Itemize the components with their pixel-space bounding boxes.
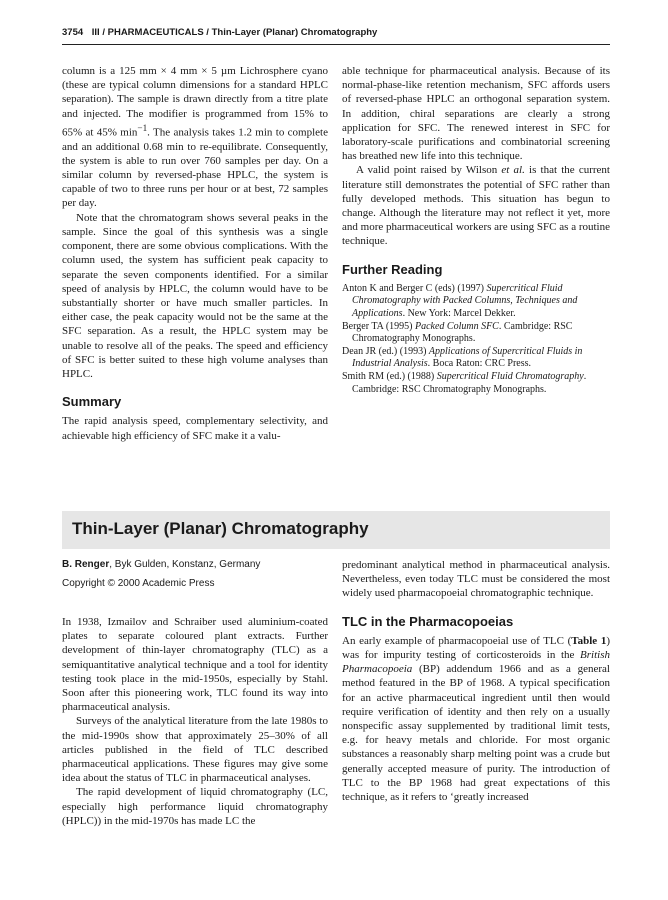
- paragraph: An early example of pharmacopoeial use of TLC (Table 1) was for impurity testing of corticosteroids in the British Pharmacopoeia (BP) addendum 1966 and as a general method featured in the BP of 1968. A typical specification for an active pharmaceutical ingredient until then would require verification of identity and then rely on a usually nonspecific assay supplemented by traditional limit tests, e.g. for heavy metals and chloride. For most organic substances a reasonably sharp melting point was a crude but generally accepted measure of purity. The introduction of TLC to the BP 1968 had great expectations of this technique, as it refers to ‘greatly increased: [342, 634, 610, 804]
- article-title-banner: [62, 511, 610, 549]
- paragraph: Note that the chromatogram shows several peaks in the sample. Since the goal of this synthesis was a single component, there are some obvious complications. With the column used, the system has sufficient peak capacity to separate the seven components identified. For a similar speed of analysis by HPLC, the column would have to be substantially shorter or have much smaller particles. In either case, the peak capacity would not be the same at the SFC separation. As a result, the HPLC system may be unable to resolve all of the peaks. The speed and efficiency of SFC is better suited to these high volume analyses than HPLC.: [62, 211, 328, 380]
- paragraph: The rapid analysis speed, complementary selectivity, and achievable high efficiency of SFC make it a valu-: [62, 415, 328, 442]
- reference-item: Dean JR (ed.) (1993) Applications of Supercritical Fluids in Industrial Analysis. Boca Raton: CRC Press.: [342, 345, 583, 370]
- author-name: B. Renger: [62, 559, 110, 570]
- running-title: III / PHARMACEUTICALS / Thin-Layer (Planar) Chromatography: [91, 27, 378, 38]
- paragraph: The rapid development of liquid chromatography (LC, especially high performance liquid chromatography (HPLC)) in the mid-1970s has made LC the: [62, 786, 328, 827]
- paragraph: Surveys of the analytical literature from the late 1980s to the mid-1990s show that approximately 25–30% of all articles published in the field of TLC described pharmaceutical applications. These figures may give some idea about the status of TLC in pharmaceutical analyses.: [62, 715, 328, 785]
- tlc-pharmacopoeias-heading: TLC in the Pharmacopoeias: [342, 613, 514, 629]
- bottom-right-column: [342, 558, 610, 804]
- paragraph: able technique for pharmaceutical analysis. Because of its normal-phase-like retention mechanism, SFC affords users of reversed-phase HPLC an orthogonal separation system. In addition, chiral separations are clearly a strong application for SFC. The renewed interest in SFC for laboratory-scale purifications and combinatorial screening has breathed new life into this technique.: [342, 65, 610, 163]
- page-number: 3754: [62, 27, 84, 38]
- reference-list: [342, 283, 610, 396]
- header-rule: [62, 44, 610, 45]
- copyright-line: Copyright © 2000 Academic Press: [62, 578, 215, 589]
- paragraph: column is a 125 mm × 4 mm × 5 µm Lichrosphere cyano (these are typical column dimensions for a standard HPLC separation). The sample is drawn directly from a titre plate and injected. The modifier is programmed from 15% to 65% at 45% $\min^{-1}$. The analysis takes 1.2 min to complete and an additional 0.68 min to re-equilibrate. Consequently, the system is able to run over 760 samples per day. On a similar column by reversed-phase HPLC, the system is capable of two to three runs per hour or at best, 72 samples per day.: [62, 65, 328, 210]
- reference-item: Smith RM (ed.) (1988) Supercritical Fluid Chromatography. Cambridge: RSC Chromatography Monographs.: [342, 371, 587, 395]
- reference-item: Anton K and Berger C (eds) (1997) Supercritical Fluid Chromatography with Packed Columns, Techniques and Applications. New York: Marcel Dekker.: [342, 282, 578, 320]
- further-reading-heading: Further Reading: [342, 261, 443, 277]
- reference-item: Berger TA (1995) Packed Column SFC. Cambridge: RSC Chromatography Monographs.: [342, 320, 573, 345]
- bottom-left-column: [62, 558, 328, 828]
- top-right-column: [342, 64, 610, 396]
- paragraph: predominant analytical method in pharmaceutical analysis. Nevertheless, even today TLC must be considered the most widely used pharmacopoeial chromatographic technique.: [342, 559, 610, 600]
- author-line: [62, 558, 328, 572]
- paragraph: In 1938, Izmailov and Schraiber used aluminium-coated plates to separate coloured plant extracts. Further development of thin-layer chromatography (TLC) as a semiquantitative analytical technique and a tool for identity testing took place in the mid-1950s, especially by Stahl. Soon after this pioneering work, TLC found its way into pharmaceutical analysis.: [62, 616, 328, 714]
- summary-heading: Summary: [62, 394, 122, 410]
- paragraph: A valid point raised by Wilson et al. is that the current literature still demonstrates the potential of SFC rather than fully developed methods. This situation has begun to change. Although the literature may not reflect it yet, more and more pharmaceutical workers are using SFC as a routine technique.: [342, 164, 610, 248]
- top-left-column: [62, 64, 328, 443]
- running-header: [62, 27, 610, 38]
- author-affiliation: , Byk Gulden, Konstanz, Germany: [109, 559, 261, 570]
- article-title: Thin-Layer (Planar) Chromatography: [72, 519, 369, 538]
